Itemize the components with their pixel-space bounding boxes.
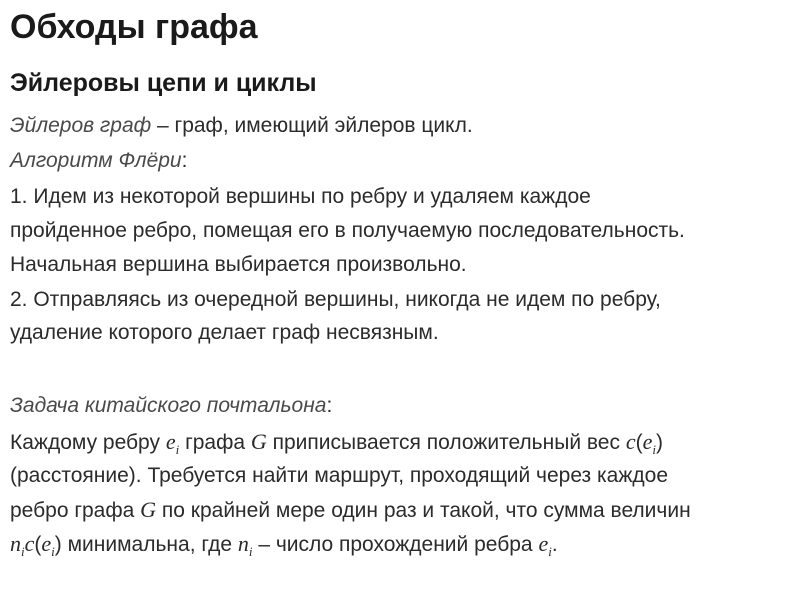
step2-line-1: 2. Отправляясь из очередной вершины, никогда не идем по ребру, — [10, 288, 661, 311]
step2-line-2: удаление которого делает граф несвязным. — [10, 321, 439, 344]
euler-graph-text: – граф, имеющий эйлеров цикл. — [151, 114, 473, 137]
step1-line-3: Начальная вершина выбирается произвольно. — [10, 253, 467, 276]
euler-graph-term: Эйлеров граф — [10, 114, 152, 137]
page-title: Обходы графа — [10, 8, 258, 46]
section-heading: Эйлеровы цепи и циклы — [10, 69, 317, 97]
fleury-algorithm-heading: Алгоритм Флёри: — [10, 149, 188, 172]
task-line-3: ребро графа G по крайней мере один раз и такой, что сумма величин — [10, 497, 691, 522]
step1-line-1: 1. Идем из некоторой вершины по ребру и удаляем каждое — [10, 185, 591, 208]
euler-graph-definition — [10, 112, 473, 140]
postman-term: Задача китайского почтальона — [10, 394, 327, 417]
task-line-4: $n_ic(e_i)$ минимальна, где $n_i$ – число прохождений ребра $e_i$. — [10, 531, 558, 560]
step1-line-2: пройденное ребро, помещая его в получаемую последовательность. — [10, 219, 685, 242]
task-line-1: Каждому ребру $e_i$ графа G приписывается положительный вес $c(e_i)$ — [10, 429, 663, 458]
chinese-postman-heading: Задача китайского почтальона: — [10, 394, 333, 417]
fleury-term: Алгоритм Флёри — [10, 149, 182, 172]
task-line-2: (расстояние). Требуется найти маршрут, проходящий через каждое — [10, 464, 669, 487]
